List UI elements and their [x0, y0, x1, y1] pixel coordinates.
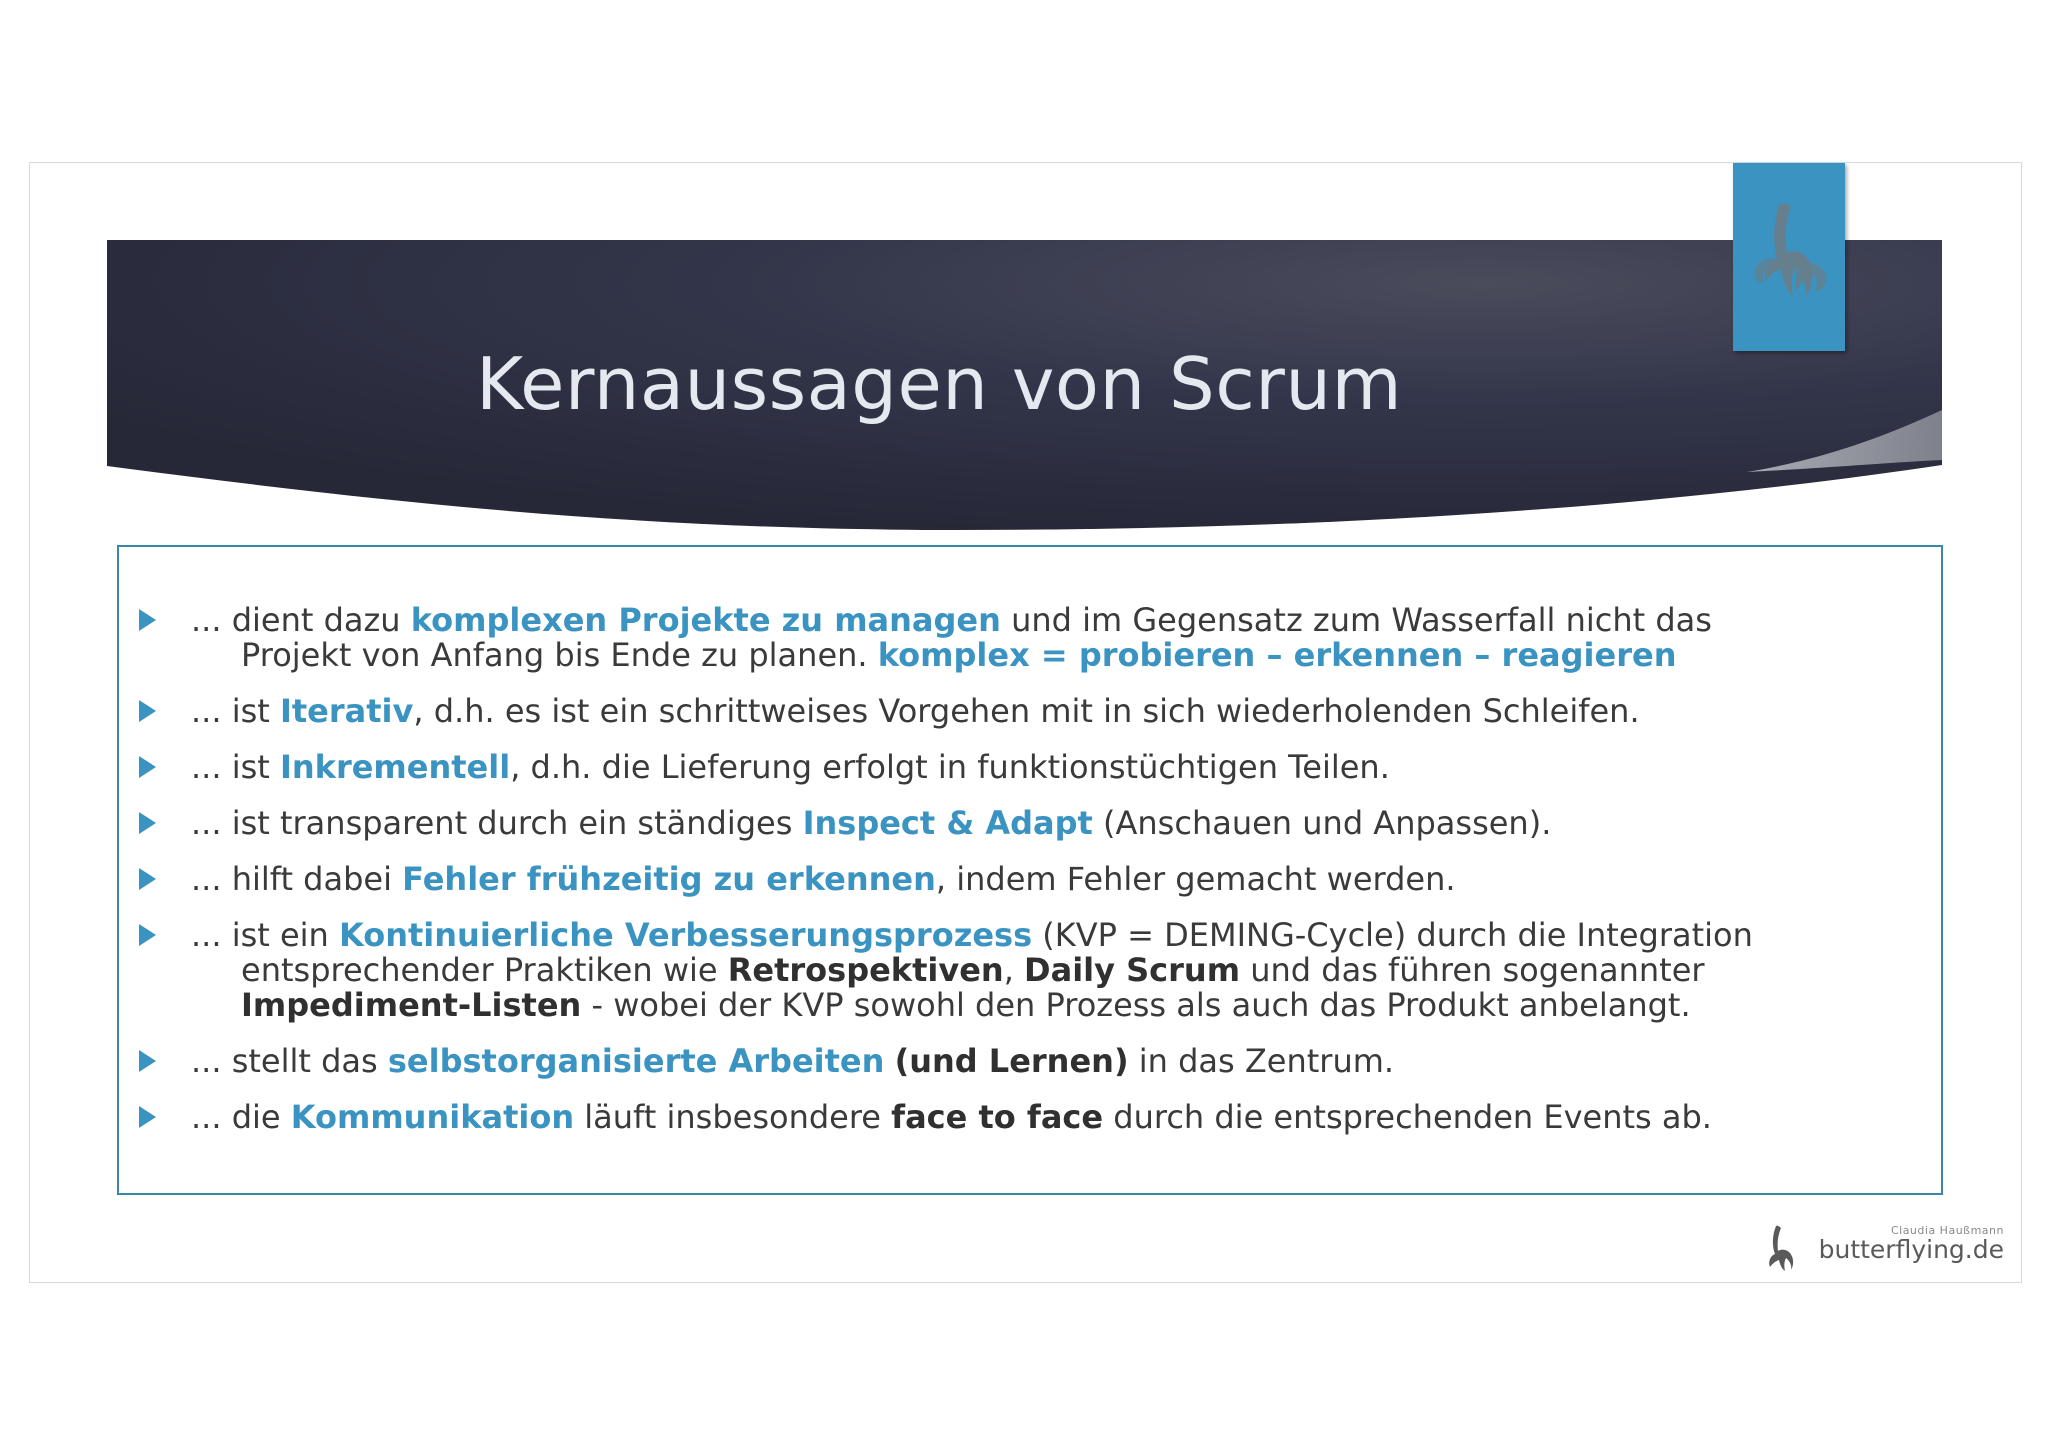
bullet-line: [191, 603, 1913, 638]
bullet-line: [191, 988, 1913, 1023]
text: ... hilft dabei: [191, 860, 403, 898]
bullet-line: [191, 1044, 1913, 1079]
content-box: [117, 545, 1943, 1195]
list-item: [119, 862, 1941, 897]
list-item: [119, 694, 1941, 729]
list-item: [119, 1100, 1941, 1135]
bullet-line: [191, 862, 1913, 897]
text: [884, 1042, 894, 1080]
bullet-line: [191, 918, 1913, 953]
highlight: Fehler frühzeitig zu erkennen: [402, 860, 936, 898]
text: ... stellt das: [191, 1042, 388, 1080]
highlight: Kontinuierliche Verbesserungsprozess: [339, 916, 1033, 954]
text: entsprechender Praktiken wie: [241, 951, 728, 989]
list-item: [119, 918, 1941, 1023]
emphasis: Retrospektiven: [727, 951, 1004, 989]
text: ... die: [191, 1098, 291, 1136]
brand-logo: [1764, 1222, 2004, 1272]
text: ,: [1003, 951, 1025, 989]
text: ... ist transparent durch ein ständiges: [191, 804, 803, 842]
bullet-line: [191, 1100, 1913, 1135]
highlight: komplex = probieren – erkennen – reagieren: [877, 636, 1677, 674]
highlight: selbstorganisierte Arbeiten: [387, 1042, 885, 1080]
triangle-right-icon: [139, 868, 156, 890]
logo-tab: [1733, 163, 1845, 351]
list-item: [119, 603, 1941, 673]
highlight: Inkrementell: [279, 748, 511, 786]
emphasis: (und Lernen): [894, 1042, 1129, 1080]
bullet-line: [191, 806, 1913, 841]
highlight: Iterativ: [279, 692, 414, 730]
bullet-line: [191, 953, 1913, 988]
text: ... dient dazu: [191, 601, 411, 639]
list-item: [119, 750, 1941, 785]
text: , indem Fehler gemacht werden.: [935, 860, 1456, 898]
emphasis: face to face: [891, 1098, 1104, 1136]
list-item: [119, 806, 1941, 841]
triangle-right-icon: [139, 924, 156, 946]
bullet-line: [191, 638, 1913, 673]
text: und das führen sogenannter: [1240, 951, 1705, 989]
triangle-right-icon: [139, 609, 156, 631]
bullet-list: [119, 603, 1941, 1156]
highlight: Kommunikation: [290, 1098, 575, 1136]
list-item: [119, 1044, 1941, 1079]
text: ... ist: [191, 692, 280, 730]
highlight: komplexen Projekte zu managen: [410, 601, 1001, 639]
text: - wobei der KVP sowohl den Prozess als auch das Produkt anbelangt.: [581, 986, 1691, 1024]
emphasis: Impediment-Listen: [241, 986, 582, 1024]
text: und im Gegensatz zum Wasserfall nicht das: [1000, 601, 1712, 639]
emphasis: Daily Scrum: [1024, 951, 1241, 989]
text: , d.h. die Lieferung erfolgt in funktionstüchtigen Teilen.: [510, 748, 1390, 786]
text: durch die entsprechenden Events ab.: [1103, 1098, 1712, 1136]
text: (KVP = DEMING-Cycle) durch die Integration: [1032, 916, 1753, 954]
text: Projekt von Anfang bis Ende zu planen.: [241, 636, 878, 674]
text: (Anschauen und Anpassen).: [1092, 804, 1552, 842]
brand-site: butterflying.de: [1818, 1235, 2004, 1264]
triangle-right-icon: [139, 756, 156, 778]
triangle-right-icon: [139, 1106, 156, 1128]
bullet-line: [191, 750, 1913, 785]
triangle-right-icon: [139, 700, 156, 722]
text: ... ist: [191, 748, 280, 786]
brand-author: Claudia Haußmann: [1890, 1224, 2004, 1237]
butterfly-icon: [1733, 163, 1845, 351]
text: , d.h. es ist ein schrittweises Vorgehen mit in sich wiederholenden Schleifen.: [413, 692, 1640, 730]
triangle-right-icon: [139, 1050, 156, 1072]
text: ... ist ein: [191, 916, 339, 954]
text: läuft insbesondere: [574, 1098, 892, 1136]
page-title: Kernaussagen von Scrum: [476, 342, 1403, 426]
highlight: Inspect & Adapt: [802, 804, 1093, 842]
bullet-line: [191, 694, 1913, 729]
butterfly-icon: [1766, 1222, 1794, 1272]
triangle-right-icon: [139, 812, 156, 834]
text: in das Zentrum.: [1128, 1042, 1395, 1080]
